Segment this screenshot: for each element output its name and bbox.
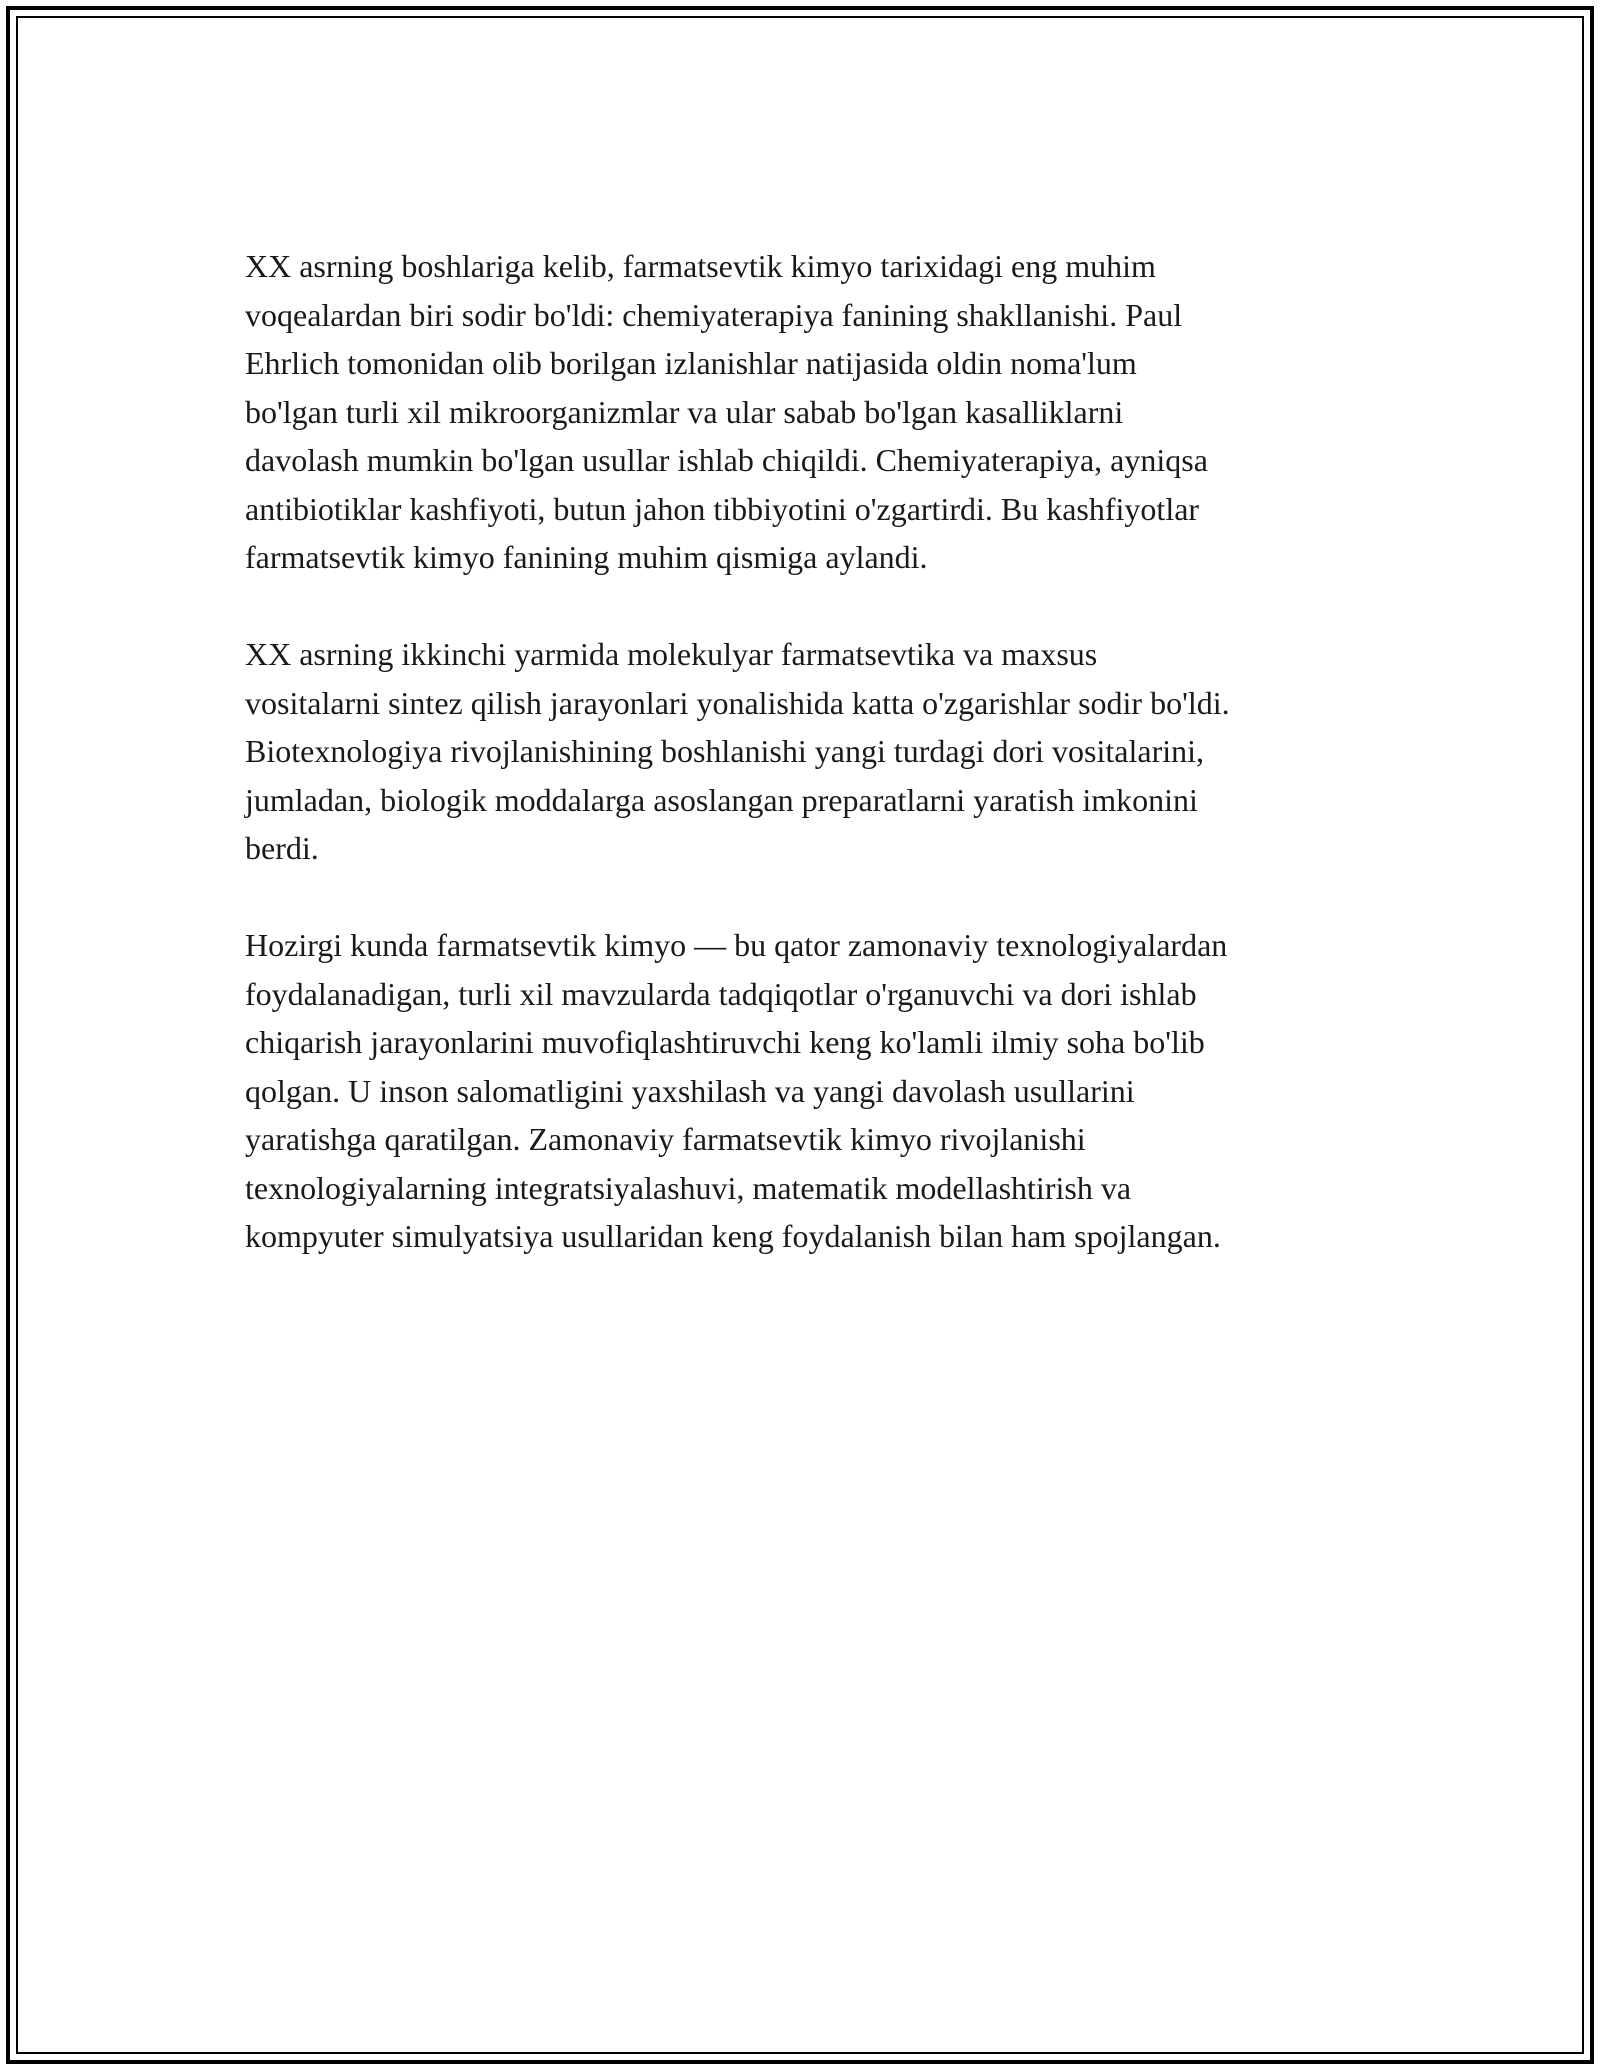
text-line: foydalanadigan, turli xil mavzularda tadqiqotlar o'rganuvchi va dori ishlab [245, 975, 1197, 1012]
page-border [6, 6, 1594, 2064]
paragraph-modern-pharmaceutical-chemistry [245, 921, 1395, 1261]
text-line: kompyuter simulyatsiya usullaridan keng foydalanish bilan ham spojlangan. [245, 1218, 1221, 1254]
text-line: yaratishga qaratilgan. Zamonaviy farmatsevtik kimyo rivojlanishi [245, 1121, 1086, 1157]
text-line: XX asrning ikkinchi yarmida molekulyar farmatsevtika va maxsus [245, 636, 1098, 672]
text-line: voqealardan biri sodir bo'ldi: chemiyaterapiya fanining shakllanishi. Paul [245, 296, 1183, 333]
text-line: chiqarish jarayonlarini muvofiqlashtiruvchi keng ko'lamli ilmiy soha bo'lib [245, 1024, 1205, 1060]
text-line: vositalarni sintez qilish jarayonlari yonalishida katta o'zgarishlar sodir bo'ldi. [245, 684, 1230, 721]
text-line: Hozirgi kunda farmatsevtik kimyo — bu qator zamonaviy texnologiyalardan [245, 927, 1228, 963]
text-line: XX asrning boshlariga kelib, farmatsevtik kimyo tarixidagi eng muhim [245, 248, 1156, 284]
paragraph-chemotherapy-history [245, 242, 1395, 582]
text-line: antibiotiklar kashfiyoti, butun jahon tibbiyotini o'zgartirdi. Bu kashfiyotlar [245, 490, 1200, 527]
text-line: texnologiyalarning integratsiyalashuvi, matematik modellashtirish va [245, 1169, 1132, 1206]
paragraph-biotechnology [245, 630, 1395, 873]
text-line: jumladan, biologik moddalarga asoslangan preparatlarni yaratish imkonini [245, 781, 1198, 818]
text-line: Ehrlich tomonidan olib borilgan izlanishlar natijasida oldin noma'lum [245, 345, 1137, 381]
text-line: qolgan. U inson salomatligini yaxshilash va yangi davolash usullarini [245, 1072, 1135, 1109]
document-body [245, 242, 1395, 1309]
text-line: bo'lgan turli xil mikroorganizmlar va ular sabab bo'lgan kasalliklarni [245, 393, 1124, 430]
text-line: Biotexnologiya rivojlanishining boshlanishi yangi turdagi dori vositalarini, [245, 733, 1204, 769]
text-line: farmatsevtik kimyo fanining muhim qismiga aylandi. [245, 539, 928, 575]
text-line: berdi. [245, 830, 319, 866]
text-line: davolash mumkin bo'lgan usullar ishlab chiqildi. Chemiyaterapiya, ayniqsa [245, 442, 1208, 478]
